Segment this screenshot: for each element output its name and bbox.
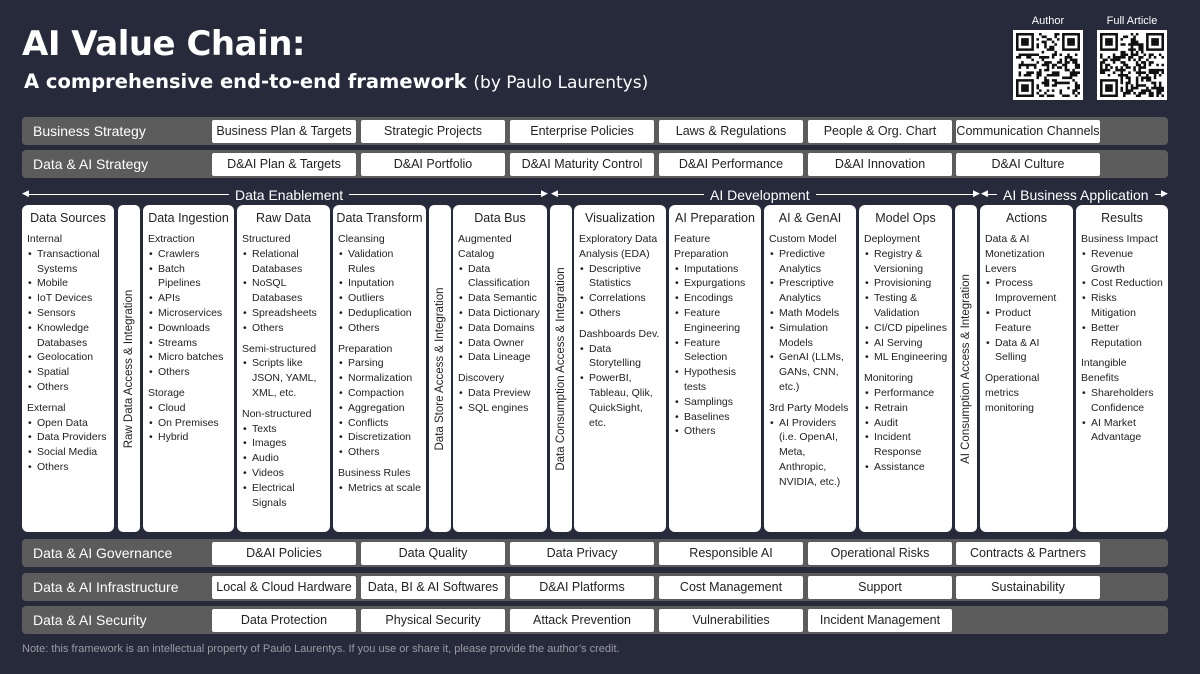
column-body [764,232,856,490]
column-data-sources [22,205,114,532]
list-item: • SQL engines [458,401,543,416]
column-group [579,327,662,431]
list-item: • Shareholders Confidence [1081,386,1164,416]
list-item: • Compaction [338,386,422,401]
group-list [864,247,948,365]
column-visualization [574,205,666,532]
group-list [579,342,662,431]
column-group [242,407,326,511]
list-item: • Predictive Analytics [769,247,852,277]
row-label: Data & AI Governance [33,545,173,561]
section-ai-development: AI Development [704,186,816,204]
arrow-left-icon: ◀ [22,189,29,199]
column-raw-data [237,205,330,532]
group-list [242,422,326,511]
column-title: Model Ops [875,211,936,225]
chip-dai-portfolio: D&AI Portfolio [361,153,505,176]
list-item: • Prescriptive Analytics [769,276,852,306]
group-heading: Preparation [338,342,393,355]
chip-people-org-chart: People & Org. Chart [808,120,952,143]
group-heading: Business Impact [1081,233,1159,245]
data-ai-strategy-row [22,150,1168,178]
list-item: • Hypothesis tests [674,365,757,395]
chip-incident-management: Incident Management [808,609,952,632]
group-heading: Data & AI Monetization Levers [985,233,1045,275]
list-item: • Open Data [27,416,110,431]
group-list [242,356,326,400]
list-item: • Social Media [27,445,110,460]
list-item: • GenAI (LLMs, GANs, CNN, etc.) [769,350,852,394]
list-item: • Others [242,321,326,336]
group-heading: Business Rules [338,466,411,479]
column-title: Visualization [585,211,655,225]
list-item: • Others [674,424,757,439]
list-item: • Discretization [338,430,422,445]
article-qr-block[interactable] [1096,14,1168,100]
group-heading: Exploratory Data Analysis (EDA) [579,233,658,260]
column-group [242,232,326,336]
column-title: Actions [1006,211,1047,225]
list-item: • Others [579,306,662,321]
group-heading: Augmented Catalog [458,233,512,260]
chip-sustainability: Sustainability [956,576,1100,599]
list-item: • CI/CD pipelines [864,321,948,336]
list-item: • Data Providers [27,430,110,445]
group-heading: Monitoring [864,372,914,385]
column-title: AI & GenAI [778,211,842,225]
list-item: • Retrain [864,401,948,416]
chip-attack-prevention: Attack Prevention [510,609,654,632]
chip-physical-security: Physical Security [361,609,505,632]
list-item: • Feature Selection [674,336,757,366]
column-title: Data Transform [336,211,423,225]
list-item: • Deduplication [338,306,422,321]
vbar-label: Raw Data Access & Integration [123,289,135,448]
column-group [27,401,110,475]
list-item: • PowerBI, Tableau, Qlik, QuickSight, etc. [579,371,662,430]
column-body [574,232,666,430]
chip-dai-platforms: D&AI Platforms [510,576,654,599]
list-item: • Aggregation [338,401,422,416]
column-group [458,232,543,365]
list-item: • IoT Devices [27,291,110,306]
list-item: • Spatial [27,365,110,380]
group-list [242,247,326,336]
list-item: • Data Classification [458,262,543,292]
chip-laws-regulations: Laws & Regulations [659,120,803,143]
chip-dai-plan-targets: D&AI Plan & Targets [212,153,356,176]
governance-row [22,539,1168,567]
list-item: • Performance [864,386,948,401]
group-heading: Deployment [864,233,921,245]
author-qr-block[interactable] [1012,14,1084,100]
group-list [148,401,230,445]
group-heading: External [27,401,66,414]
list-item: • Others [338,321,422,336]
chip-business-plan: Business Plan & Targets [212,120,356,143]
group-list [769,247,852,395]
list-item: • Hybrid [148,430,230,445]
byline: (by Paulo Laurentys) [473,73,649,93]
group-list [769,416,852,490]
group-list [985,276,1069,365]
list-item: • Provisioning [864,276,948,291]
column-body [333,232,426,496]
list-item: • Batch Pipelines [148,262,230,292]
chip-data-bi-ai-softwares: Data, BI & AI Softwares [361,576,505,599]
vbar-label: AI Consumption Access & Integration [960,273,972,464]
list-item: • Encodings [674,291,757,306]
group-heading: Dashboards Dev. [579,327,660,340]
list-item: • Expurgations [674,276,757,291]
row-label: Data & AI Strategy [33,156,149,172]
row-label: Data & AI Infrastructure [33,579,179,595]
list-item: • Parsing [338,356,422,371]
column-group [338,342,422,460]
section-ai-business-application: AI Business Application [997,186,1155,204]
chip-dai-innovation: D&AI Innovation [808,153,952,176]
group-heading: Operational metrics monitoring [985,372,1040,414]
arrow-left-icon: ◀ [981,189,988,199]
list-item: • Baselines [674,410,757,425]
column-body [22,232,114,475]
group-heading: Feature Preparation [674,233,729,260]
list-item: • ML Engineering [864,350,948,365]
chip-local-cloud-hardware: Local & Cloud Hardware [212,576,356,599]
group-heading: Custom Model [769,233,837,245]
column-group [27,232,110,395]
column-title: Data Sources [30,211,106,225]
group-list [148,247,230,380]
arrow-right-icon: ▶ [973,189,980,199]
column-group [148,386,230,445]
infrastructure-row [22,573,1168,601]
column-group [769,401,852,490]
group-list [579,262,662,321]
column-group [148,232,230,380]
group-heading: Structured [242,233,291,245]
group-heading: Non-structured [242,407,312,420]
list-item: • Validation Rules [338,247,422,277]
list-item: • Others [27,380,110,395]
group-list [1081,386,1164,445]
section-data-enablement: Data Enablement [229,186,349,204]
list-item: • AI Market Advantage [1081,416,1164,446]
list-item: • Data Lineage [458,350,543,365]
group-heading: Internal [27,233,63,245]
list-item: • NoSQL Databases [242,276,326,306]
list-item: • Crawlers [148,247,230,262]
column-title: Results [1101,211,1143,225]
list-item: • Testing & Validation [864,291,948,321]
list-item: • Normalization [338,371,422,386]
vbar-ai-consumption-access [955,205,977,532]
list-item: • Audit [864,416,948,431]
column-group [242,342,326,401]
column-group [864,232,948,365]
subtitle-text: A comprehensive end-to-end framework [24,70,467,93]
list-item: • Revenue Growth [1081,247,1164,277]
column-group [458,371,543,415]
column-group [864,371,948,475]
chip-data-protection: Data Protection [212,609,356,632]
footer-note: Note: this framework is an intellectual property of Paulo Laurentys. If you use or share it, please provide the author’s credit. [22,643,620,655]
group-list [674,262,757,440]
column-title: Raw Data [256,211,311,225]
column-group [985,232,1069,365]
group-heading: 3rd Party Models [769,401,849,414]
row-label: Data & AI Security [33,612,147,628]
list-item: • Geolocation [27,350,110,365]
vbar-raw-data-access [118,205,140,532]
chip-vulnerabilities: Vulnerabilities [659,609,803,632]
chip-dai-policies: D&AI Policies [212,542,356,565]
vbar-label: Data Store Access & Integration [434,286,446,451]
list-item: • Samplings [674,395,757,410]
list-item: • Registry & Versioning [864,247,948,277]
column-title: Data Ingestion [148,211,229,225]
author-qr-label: Author [1031,15,1065,27]
group-heading: Storage [148,386,185,399]
list-item: • Process Improvement [985,276,1069,306]
security-row [22,606,1168,634]
chip-data-quality: Data Quality [361,542,505,565]
chip-enterprise-policies: Enterprise Policies [510,120,654,143]
list-item: • Assistance [864,460,948,475]
group-heading: Extraction [148,233,195,245]
group-heading: Intangible Benefits [1081,357,1127,385]
chip-strategic-projects: Strategic Projects [361,120,505,143]
list-item: • Data Domains [458,321,543,336]
list-item: • Knowledge Databases [27,321,110,351]
column-group [1081,232,1164,350]
list-item: • Incident Response [864,430,948,460]
chip-dai-culture: D&AI Culture [956,153,1100,176]
vbar-label: Data Consumption Access & Integration [555,266,567,471]
group-heading: Semi-structured [242,342,317,355]
group-heading: Discovery [458,372,505,385]
column-group [579,232,662,321]
column-data-bus [453,205,547,532]
list-item: • AI Providers (i.e. OpenAI, Meta, Anthropic, NVIDIA, etc.) [769,416,852,490]
column-group [338,466,422,496]
list-item: • Texts [242,422,326,437]
list-item: • Cost Reduction [1081,276,1164,291]
column-results [1076,205,1168,532]
list-item: • Data Storytelling [579,342,662,372]
chip-contracts-partners: Contracts & Partners [956,542,1100,565]
group-heading: Cleansing [338,233,385,245]
vbar-data-store-access [429,205,451,532]
author-qr-code-icon[interactable] [1013,30,1083,100]
list-item: • Simulation Models [769,321,852,351]
list-item: • Others [27,460,110,475]
group-list [338,247,422,336]
chip-communication-channels: Communication Channels [956,120,1100,143]
list-item: • Streams [148,336,230,351]
qr-code-icon [1016,33,1080,97]
list-item: • Conflicts [338,416,422,431]
list-item: • Data Preview [458,386,543,401]
column-body [453,232,547,416]
group-list [27,247,110,395]
group-list [1081,247,1164,351]
chip-data-privacy: Data Privacy [510,542,654,565]
column-body [859,232,952,475]
qr-code-icon [1100,33,1164,97]
list-item: • Data Dictionary [458,306,543,321]
chip-dai-performance: D&AI Performance [659,153,803,176]
list-item: • Mobile [27,276,110,291]
column-group [674,232,757,439]
list-item: • Others [148,365,230,380]
chip-responsible-ai: Responsible AI [659,542,803,565]
list-item: • Downloads [148,321,230,336]
column-body [669,232,761,439]
group-list [27,416,110,475]
page-subtitle [24,70,648,93]
article-qr-label: Full Article [1106,15,1158,27]
column-data-ingestion [143,205,234,532]
column-group [338,232,422,336]
chip-cost-management: Cost Management [659,576,803,599]
list-item: • Relational Databases [242,247,326,277]
list-item: • Better Reputation [1081,321,1164,351]
column-actions [980,205,1073,532]
list-item: • AI Serving [864,336,948,351]
group-list [458,386,543,416]
chip-dai-maturity-control: D&AI Maturity Control [510,153,654,176]
column-body [980,232,1073,416]
list-item: • Sensors [27,306,110,321]
list-item: • Scripts like JSON, YAML, XML, etc. [242,356,326,400]
list-item: • Product Feature [985,306,1069,336]
column-body [143,232,234,445]
list-item: • Metrics at scale [338,481,422,496]
list-item: • Videos [242,466,326,481]
page-title: AI Value Chain: [22,24,306,64]
group-list [458,262,543,366]
list-item: • Others [338,445,422,460]
list-item: • Correlations [579,291,662,306]
arrow-right-icon: ▶ [1161,189,1168,199]
list-item: • Cloud [148,401,230,416]
list-item: • Feature Engineering [674,306,757,336]
list-item: • Transactional Systems [27,247,110,277]
arrow-left-icon: ◀ [551,189,558,199]
list-item: • Electrical Signals [242,481,326,511]
column-group [769,232,852,395]
column-title: Data Bus [474,211,526,225]
list-item: • Imputations [674,262,757,277]
article-qr-code-icon[interactable] [1097,30,1167,100]
column-body [1076,232,1168,445]
list-item: • Audio [242,451,326,466]
list-item: • Data Owner [458,336,543,351]
column-ai-preparation [669,205,761,532]
column-ai-genai [764,205,856,532]
list-item: • Descriptive Statistics [579,262,662,292]
list-item: • On Premises [148,416,230,431]
chip-support: Support [808,576,952,599]
group-list [338,356,422,460]
column-group [985,371,1069,415]
column-title: AI Preparation [675,211,755,225]
business-strategy-row [22,117,1168,145]
vbar-data-consumption-access [550,205,572,532]
row-label: Business Strategy [33,123,146,139]
list-item: • Inputation [338,276,422,291]
list-item: • Outliers [338,291,422,306]
list-item: • Images [242,436,326,451]
chip-operational-risks: Operational Risks [808,542,952,565]
list-item: • Spreadsheets [242,306,326,321]
column-group [1081,356,1164,445]
list-item: • APIs [148,291,230,306]
group-list [338,481,422,496]
list-item: • Data & AI Selling [985,336,1069,366]
list-item: • Microservices [148,306,230,321]
column-data-transform [333,205,426,532]
list-item: • Math Models [769,306,852,321]
list-item: • Risks Mitigation [1081,291,1164,321]
arrow-right-icon: ▶ [541,189,548,199]
column-model-ops [859,205,952,532]
column-body [237,232,330,510]
group-list [864,386,948,475]
list-item: • Micro batches [148,350,230,365]
list-item: • Data Semantic [458,291,543,306]
